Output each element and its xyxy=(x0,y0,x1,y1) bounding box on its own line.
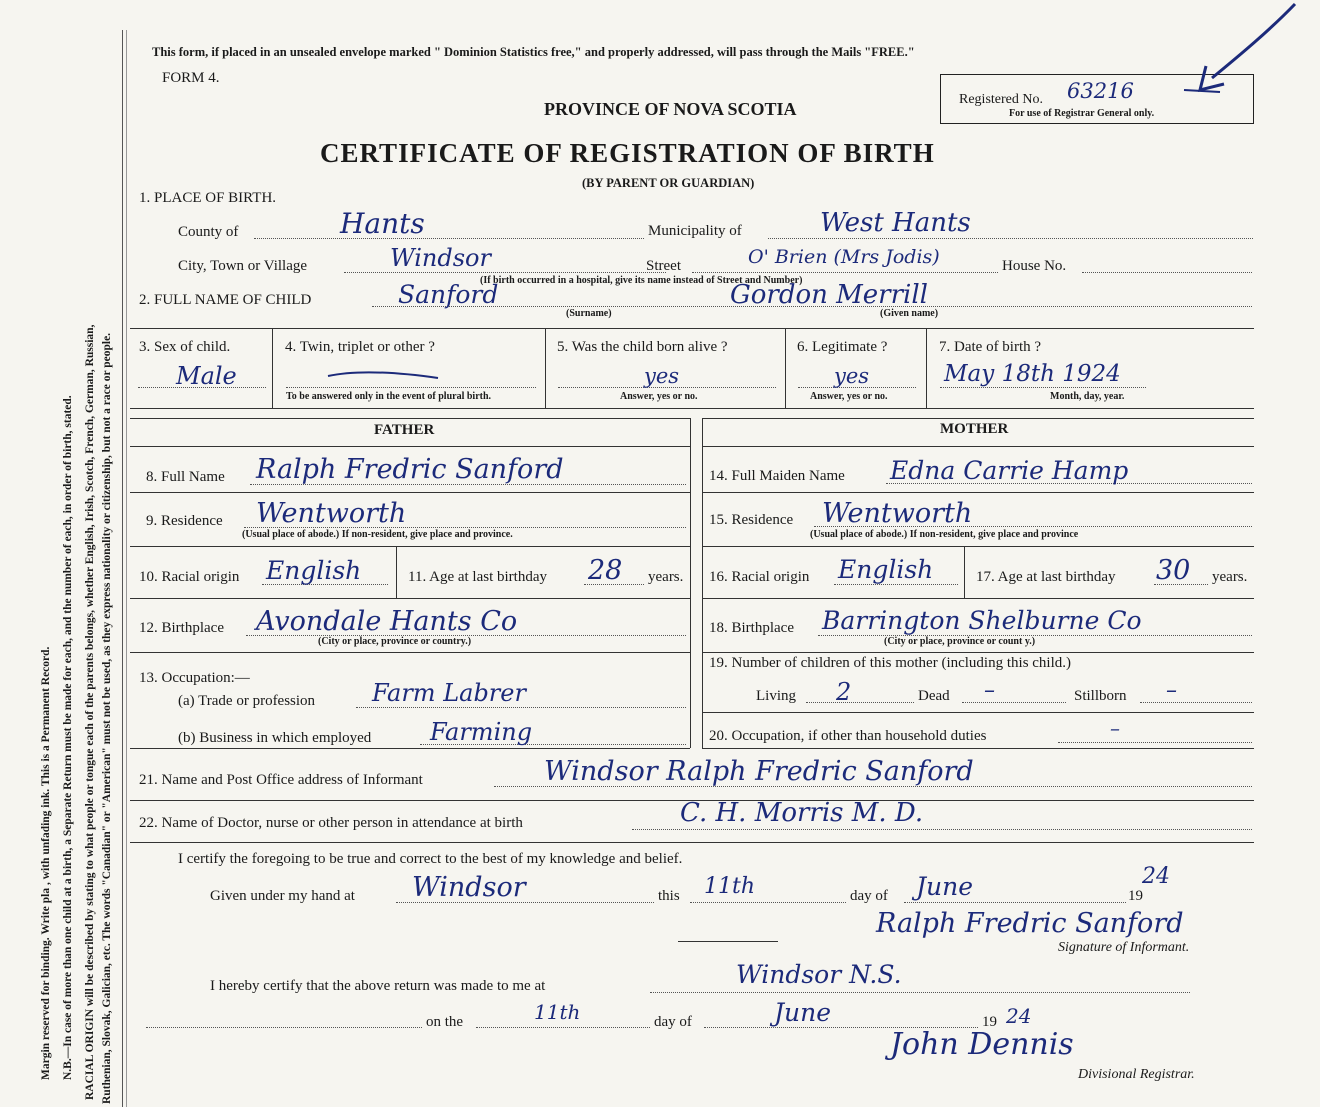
doctor-line xyxy=(632,829,1252,830)
father-bottom-border xyxy=(130,748,690,749)
mother-heading-border xyxy=(702,446,1254,447)
street-line xyxy=(692,272,998,273)
twin-line xyxy=(286,387,536,388)
living-line xyxy=(806,702,914,703)
sex-value: Male xyxy=(176,362,237,390)
doctor-value: C. H. Morris M. D. xyxy=(680,798,924,828)
doctor-label: 22. Name of Doctor, nurse or other person in attendance at birth xyxy=(139,815,523,831)
father-years-label: years. xyxy=(648,569,684,585)
registrar-place-value: Windsor N.S. xyxy=(736,960,902,989)
mail-notice: This form, if placed in an unsealed envelope marked " Dominion Statistics free," and properly addressed, will pass through the Mails "FREE." xyxy=(152,45,915,59)
pen-arrow-mark xyxy=(1170,0,1300,110)
father-trade-value: Farm Labrer xyxy=(372,679,526,707)
this-label: this xyxy=(658,888,680,904)
father-trade-line xyxy=(356,707,686,708)
month-line xyxy=(904,902,1126,903)
margin-note-racial-2: Ruthenian, Slovak, Galician, etc. The words "Canadian" or "American" must not be used, as they express nationality or citizenship, but not a race or people. xyxy=(101,332,113,1104)
father-race-label: 10. Racial origin xyxy=(139,569,240,585)
father-res-label: 9. Residence xyxy=(146,513,223,529)
father-occupation-label: 13. Occupation:— xyxy=(139,670,250,686)
mother-race-label: 16. Racial origin xyxy=(709,569,810,585)
form-number: FORM 4. xyxy=(162,70,220,86)
registered-label: Registered No. xyxy=(959,92,1043,107)
mother-row-border-4 xyxy=(702,652,1254,653)
mother-top-border xyxy=(702,418,1254,419)
mother-years-label: years. xyxy=(1212,569,1248,585)
father-res-note: (Usual place of abode.) If non-resident, give place and province. xyxy=(242,529,513,540)
mother-row-border-5 xyxy=(702,712,1254,713)
informant-label: 21. Name and Post Office address of Informant xyxy=(139,772,423,788)
registrar-day-line xyxy=(476,1027,650,1028)
child-name-label: 2. FULL NAME OF CHILD xyxy=(139,292,312,308)
father-trade-label: (a) Trade or profession xyxy=(178,693,316,709)
registrar-year-prefix: 19 xyxy=(982,1014,997,1030)
municipality-value: West Hants xyxy=(820,208,971,238)
city-line xyxy=(344,272,666,273)
dob-caption: Month, day, year. xyxy=(1050,391,1125,402)
month-value: June xyxy=(916,872,974,901)
row3-divider-4 xyxy=(926,328,927,408)
informant-signature: Ralph Fredric Sanford xyxy=(876,908,1184,939)
street-value: O' Brien (Mrs Jodis) xyxy=(748,246,940,268)
margin-note-racial-1: RACIAL ORIGIN will be described by stating to what people or tongue each of the parents belongs, whether English, Irish, Scotch, French, German, Russian, xyxy=(84,324,96,1100)
registrar-day-value: 11th xyxy=(534,1000,581,1024)
legit-value: yes xyxy=(834,364,870,388)
dead-line xyxy=(962,702,1066,703)
row3-divider-2 xyxy=(545,328,546,408)
given-caption: (Given name) xyxy=(880,308,939,319)
dead-label: Dead xyxy=(918,688,950,704)
house-label: House No. xyxy=(1002,258,1067,274)
margin-divider xyxy=(122,30,123,1107)
certificate-title: CERTIFICATE OF REGISTRATION OF BIRTH xyxy=(320,138,935,168)
row3-divider-1 xyxy=(272,328,273,408)
twin-dash-mark xyxy=(326,368,446,382)
day-of-label: day of xyxy=(850,888,888,904)
mother-res-note: (Usual place of abode.) If non-resident, give place and province xyxy=(810,529,1079,540)
father-age-divider xyxy=(396,546,397,598)
mother-occupation-value: – xyxy=(1110,716,1120,740)
mother-res-label: 15. Residence xyxy=(709,512,794,528)
registrar-month-value: June xyxy=(774,998,832,1027)
father-birthplace-label: 12. Birthplace xyxy=(139,620,224,636)
father-row-border-1 xyxy=(130,492,690,493)
place-heading: 1. PLACE OF BIRTH. xyxy=(139,190,277,206)
father-age-label: 11. Age at last birthday xyxy=(408,569,547,585)
county-label: County of xyxy=(178,224,239,240)
registrar-note: For use of Registrar General only. xyxy=(1009,108,1155,119)
registrar-statement: I hereby certify that the above return was made to me at xyxy=(210,978,546,994)
child-surname: Sanford xyxy=(398,280,499,309)
mother-race-value: English xyxy=(838,555,934,584)
registrar-day-of-label: day of xyxy=(654,1014,692,1030)
mother-row-border-2 xyxy=(702,546,1254,547)
row3-top-border xyxy=(130,328,1254,329)
dob-line xyxy=(940,387,1146,388)
row3-bottom-border xyxy=(130,408,1254,409)
this-day-value: 11th xyxy=(704,874,756,899)
father-res-value: Wentworth xyxy=(256,498,407,529)
twin-label: 4. Twin, triplet or other ? xyxy=(285,339,435,355)
mother-name-label: 14. Full Maiden Name xyxy=(709,468,845,484)
father-birthplace-note: (City or place, province or country.) xyxy=(318,636,472,647)
twin-note: To be answered only in the event of plural birth. xyxy=(286,391,492,402)
father-row-border-3 xyxy=(130,598,690,599)
stillborn-line xyxy=(1140,702,1252,703)
children-label: 19. Number of children of this mother (including this child.) xyxy=(709,655,1072,671)
parents-divider-left xyxy=(690,418,691,748)
sex-label: 3. Sex of child. xyxy=(139,339,231,355)
margin-note-nb: N.B.—In case of more than one child at a birth, a Separate Return must be made for each, and the number of each, in order of birth, stated. xyxy=(62,395,74,1080)
city-value: Windsor xyxy=(390,244,491,272)
informant-value: Windsor Ralph Fredric Sanford xyxy=(544,756,974,787)
mother-age-divider xyxy=(964,546,965,598)
witness-line xyxy=(678,941,778,942)
mother-race-line xyxy=(834,584,958,585)
registrar-place-line xyxy=(650,992,1190,993)
dob-value: May 18th 1924 xyxy=(944,361,1121,387)
hospital-note: (If birth occurred in a hospital, give its name instead of Street and Number) xyxy=(480,275,803,286)
municipality-line xyxy=(768,238,1253,239)
father-row-border-4 xyxy=(130,652,690,653)
mother-bottom-border xyxy=(702,748,1254,749)
father-heading: FATHER xyxy=(374,422,435,438)
mother-heading: MOTHER xyxy=(940,421,1009,437)
legit-caption: Answer, yes or no. xyxy=(810,391,888,402)
alive-value: yes xyxy=(644,364,680,388)
mother-occupation-line xyxy=(1058,742,1252,743)
given-label: Given under my hand at xyxy=(210,888,355,904)
row3-divider-3 xyxy=(785,328,786,408)
on-the-label: on the xyxy=(426,1014,464,1030)
registrar-caption: Divisional Registrar. xyxy=(1078,1067,1195,1082)
father-heading-border xyxy=(130,446,690,447)
father-row-border-2 xyxy=(130,546,690,547)
father-business-label: (b) Business in which employed xyxy=(178,730,372,746)
father-name-label: 8. Full Name xyxy=(146,469,225,485)
alive-caption: Answer, yes or no. xyxy=(620,391,698,402)
registrar-blank-line xyxy=(146,1027,422,1028)
parents-divider-right xyxy=(702,418,703,748)
mother-res-value: Wentworth xyxy=(822,498,973,529)
mother-age-value: 30 xyxy=(1156,555,1191,586)
signature-caption: Signature of Informant. xyxy=(1058,940,1190,955)
stillborn-label: Stillborn xyxy=(1074,688,1127,704)
doctor-bottom-border xyxy=(130,842,1254,843)
father-top-border xyxy=(130,418,690,419)
municipality-label: Municipality of xyxy=(648,223,742,239)
dob-label: 7. Date of birth ? xyxy=(939,339,1042,355)
year-prefix: 19 xyxy=(1128,888,1143,904)
certify-statement: I certify the foregoing to be true and correct to the best of my knowledge and belief. xyxy=(178,851,683,867)
legit-label: 6. Legitimate ? xyxy=(797,339,888,355)
street-label: Street xyxy=(646,258,681,274)
father-age-value: 28 xyxy=(588,555,623,586)
margin-note-binding: Margin reserved for binding. Write pla , with unfading ink. This is a Permanent Record. xyxy=(40,646,52,1080)
province-title: PROVINCE OF NOVA SCOTIA xyxy=(544,99,797,119)
mother-occupation-label: 20. Occupation, if other than household duties xyxy=(709,728,987,744)
county-line xyxy=(254,238,644,239)
margin-divider-2 xyxy=(126,30,127,1107)
father-birthplace-value: Avondale Hants Co xyxy=(256,606,518,637)
certificate-subtitle: (BY PARENT OR GUARDIAN) xyxy=(582,176,755,190)
mother-row-border-3 xyxy=(702,598,1254,599)
father-name-value: Ralph Fredric Sanford xyxy=(256,454,564,485)
registrar-year-value: 24 xyxy=(1006,1004,1032,1028)
stillborn-value: – xyxy=(1166,678,1177,703)
mother-age-label: 17. Age at last birthday xyxy=(976,569,1116,585)
alive-label: 5. Was the child born alive ? xyxy=(557,339,728,355)
surname-caption: (Surname) xyxy=(566,308,612,319)
county-value: Hants xyxy=(340,207,425,240)
dead-value: – xyxy=(984,678,995,703)
mother-row-border-1 xyxy=(702,492,1254,493)
mother-birthplace-note: (City or place, province or count y.) xyxy=(884,636,1036,647)
mother-birthplace-label: 18. Birthplace xyxy=(709,620,794,636)
mother-birthplace-value: Barrington Shelburne Co xyxy=(822,606,1142,635)
living-label: Living xyxy=(756,688,796,704)
city-label: City, Town or Village xyxy=(178,258,308,274)
mother-name-value: Edna Carrie Hamp xyxy=(890,456,1129,485)
living-value: 2 xyxy=(836,678,852,706)
house-line xyxy=(1082,272,1252,273)
given-place-value: Windsor xyxy=(412,872,526,903)
child-given-name: Gordon Merrill xyxy=(730,280,928,310)
this-day-line xyxy=(690,902,846,903)
year-value: 24 xyxy=(1142,864,1170,889)
registrar-signature: John Dennis xyxy=(890,1027,1074,1062)
registered-number: 63216 xyxy=(1067,79,1134,103)
father-race-value: English xyxy=(266,556,362,585)
father-business-value: Farming xyxy=(430,718,533,746)
